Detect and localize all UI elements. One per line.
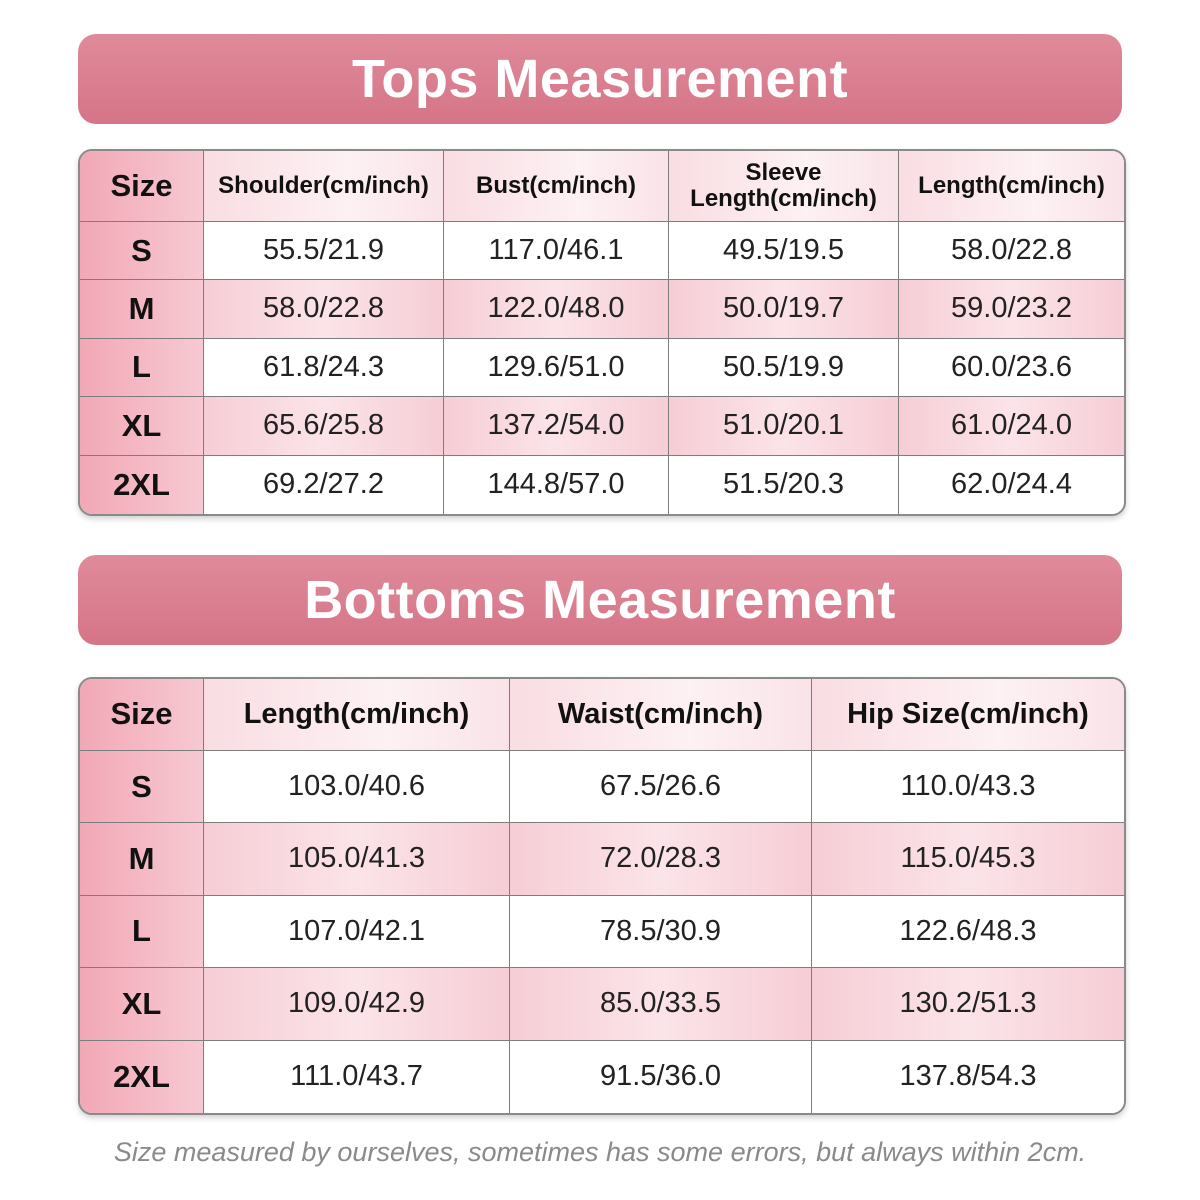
tops-value-cell: 50.5/19.9 xyxy=(669,339,899,397)
tops-size-label: L xyxy=(80,339,204,397)
tops-header-size: Size xyxy=(80,151,204,222)
tops-size-table xyxy=(78,149,1126,516)
tops-value-cell: 137.2/54.0 xyxy=(444,397,669,455)
bottoms-title-banner xyxy=(78,555,1122,645)
tops-value-cell: 61.0/24.0 xyxy=(899,397,1124,455)
bottoms-value-cell: 122.6/48.3 xyxy=(812,896,1124,968)
bottoms-value-cell: 85.0/33.5 xyxy=(510,968,812,1040)
bottoms-size-label: XL xyxy=(80,968,204,1040)
bottoms-value-cell: 109.0/42.9 xyxy=(204,968,510,1040)
bottoms-header-cell: Hip Size(cm/inch) xyxy=(812,679,1124,751)
measurement-footnote: Size measured by ourselves, sometimes has some errors, but always within 2cm. xyxy=(113,1137,1087,1167)
tops-value-cell: 69.2/27.2 xyxy=(204,456,444,514)
bottoms-grid xyxy=(80,679,1124,1113)
tops-header-cell: Sleeve Length(cm/inch) xyxy=(669,151,899,222)
tops-title-banner xyxy=(78,34,1122,124)
bottoms-value-cell: 91.5/36.0 xyxy=(510,1041,812,1113)
tops-size-label: 2XL xyxy=(80,456,204,514)
tops-value-cell: 50.0/19.7 xyxy=(669,280,899,338)
bottoms-value-cell: 110.0/43.3 xyxy=(812,751,1124,823)
bottoms-header-cell: Waist(cm/inch) xyxy=(510,679,812,751)
bottoms-size-label: S xyxy=(80,751,204,823)
tops-header-cell: Shoulder(cm/inch) xyxy=(204,151,444,222)
bottoms-value-cell: 115.0/45.3 xyxy=(812,823,1124,895)
bottoms-value-cell: 111.0/43.7 xyxy=(204,1041,510,1113)
bottoms-size-label: 2XL xyxy=(80,1041,204,1113)
bottoms-value-cell: 72.0/28.3 xyxy=(510,823,812,895)
bottoms-value-cell: 137.8/54.3 xyxy=(812,1041,1124,1113)
tops-title: Tops Measurement xyxy=(351,49,849,109)
tops-value-cell: 59.0/23.2 xyxy=(899,280,1124,338)
tops-value-cell: 122.0/48.0 xyxy=(444,280,669,338)
tops-grid xyxy=(80,151,1124,514)
tops-value-cell: 60.0/23.6 xyxy=(899,339,1124,397)
bottoms-value-cell: 67.5/26.6 xyxy=(510,751,812,823)
bottoms-header-cell: Length(cm/inch) xyxy=(204,679,510,751)
bottoms-header-size: Size xyxy=(80,679,204,751)
tops-value-cell: 55.5/21.9 xyxy=(204,222,444,280)
tops-value-cell: 51.5/20.3 xyxy=(669,456,899,514)
tops-value-cell: 58.0/22.8 xyxy=(899,222,1124,280)
tops-value-cell: 58.0/22.8 xyxy=(204,280,444,338)
tops-header-cell: Bust(cm/inch) xyxy=(444,151,669,222)
bottoms-size-label: L xyxy=(80,896,204,968)
tops-header-cell: Length(cm/inch) xyxy=(899,151,1124,222)
tops-value-cell: 144.8/57.0 xyxy=(444,456,669,514)
tops-value-cell: 117.0/46.1 xyxy=(444,222,669,280)
tops-value-cell: 49.5/19.5 xyxy=(669,222,899,280)
tops-value-cell: 65.6/25.8 xyxy=(204,397,444,455)
tops-size-label: S xyxy=(80,222,204,280)
tops-value-cell: 51.0/20.1 xyxy=(669,397,899,455)
bottoms-value-cell: 103.0/40.6 xyxy=(204,751,510,823)
bottoms-value-cell: 78.5/30.9 xyxy=(510,896,812,968)
bottoms-size-table xyxy=(78,677,1126,1115)
tops-value-cell: 129.6/51.0 xyxy=(444,339,669,397)
bottoms-title: Bottoms Measurement xyxy=(304,570,896,630)
bottoms-value-cell: 130.2/51.3 xyxy=(812,968,1124,1040)
tops-size-label: M xyxy=(80,280,204,338)
tops-value-cell: 62.0/24.4 xyxy=(899,456,1124,514)
tops-size-label: XL xyxy=(80,397,204,455)
bottoms-value-cell: 105.0/41.3 xyxy=(204,823,510,895)
bottoms-value-cell: 107.0/42.1 xyxy=(204,896,510,968)
bottoms-size-label: M xyxy=(80,823,204,895)
tops-value-cell: 61.8/24.3 xyxy=(204,339,444,397)
